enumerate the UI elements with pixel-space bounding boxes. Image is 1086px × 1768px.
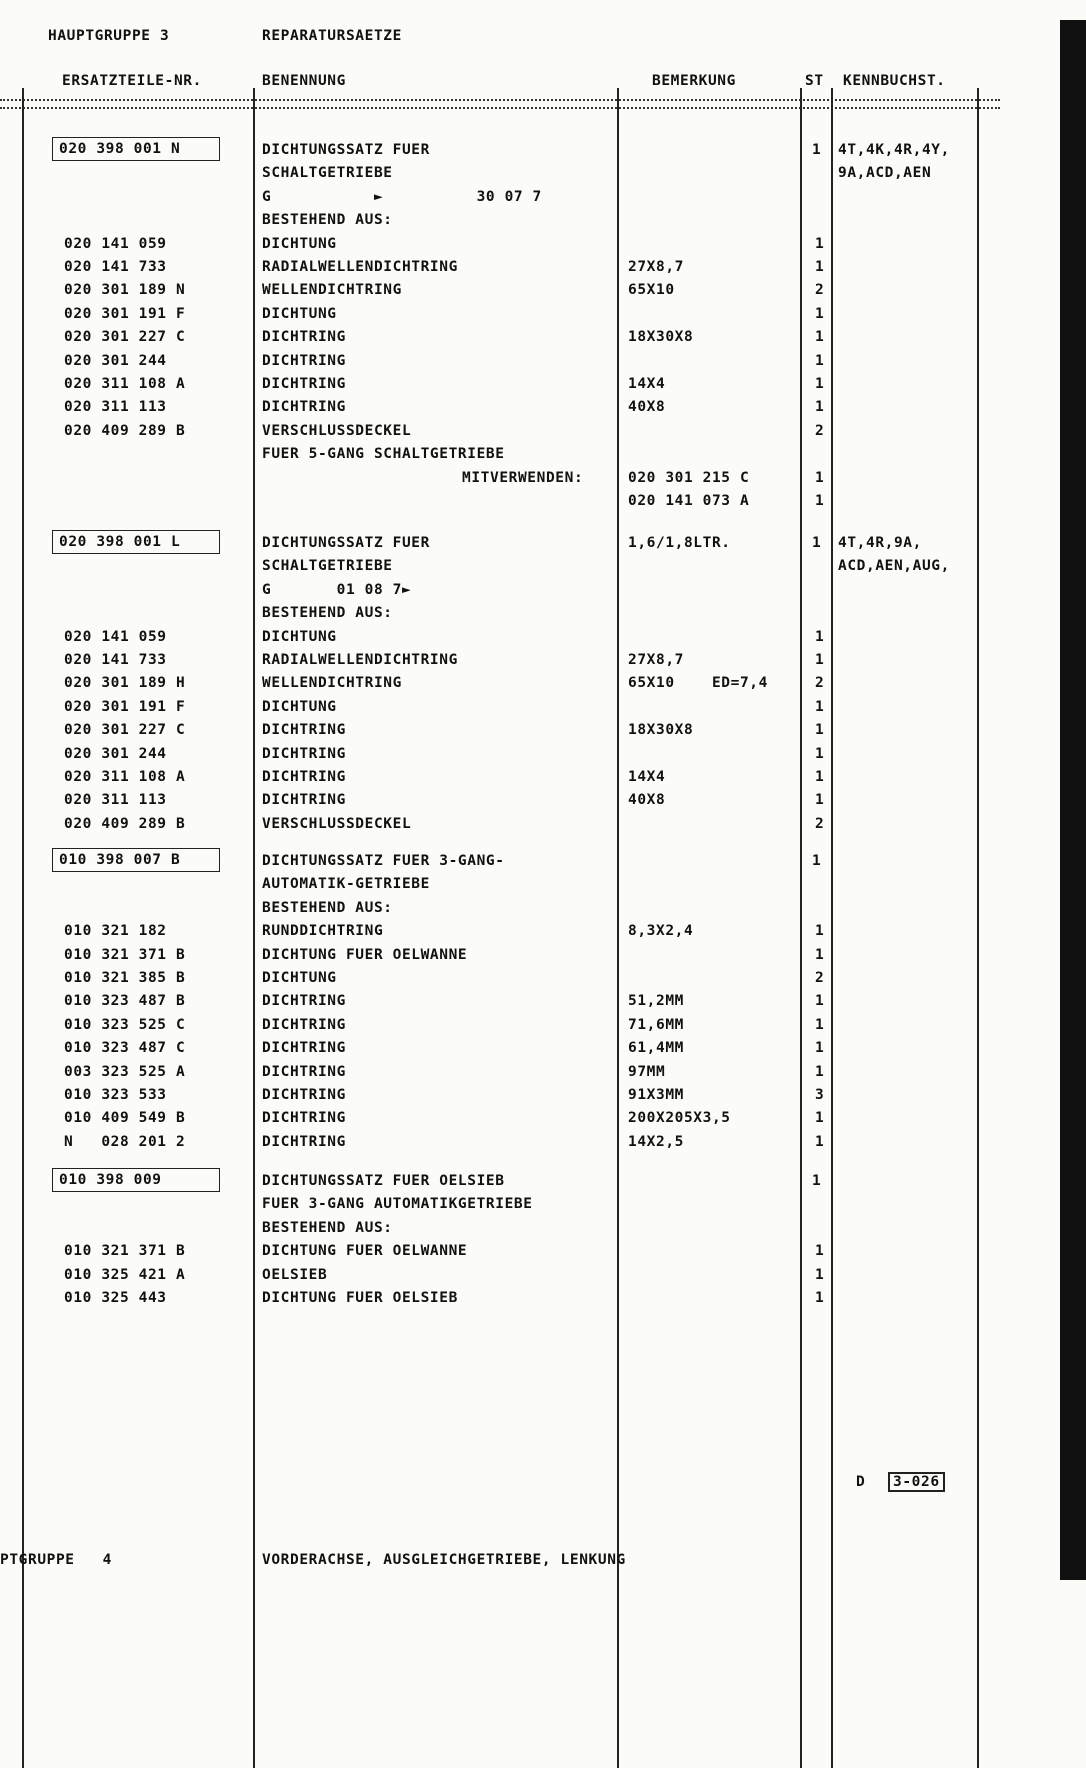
col-header-codes: KENNBUCHST. [843,73,946,89]
item-quantity: 1 [815,652,825,668]
item-name: WELLENDICHTRING [262,675,402,692]
item-quantity: 1 [815,1290,825,1306]
item-part-number: 020 311 113 [64,399,167,416]
item-remark: 200X205X3,5 [628,1110,731,1127]
item-name: DICHTRING [262,1063,346,1080]
kit-title-line: FUER 3-GANG AUTOMATIKGETRIEBE [262,1196,533,1213]
next-group-label: PTGRUPPE 4 [0,1552,112,1568]
item-part-number: 020 301 244 [64,745,167,762]
next-group-title: VORDERACHSE, AUSGLEICHGETRIEBE, LENKUNG [262,1552,626,1568]
item-part-number: 020 301 191 F [64,305,186,322]
kit-quantity: 1 [812,853,822,869]
item-part-number: 020 311 113 [64,792,167,809]
item-name: VERSCHLUSSDECKEL [262,815,412,832]
kit-title-line: BESTEHEND AUS: [262,1219,393,1236]
item-name: DICHTRING [262,1133,346,1150]
item-quantity: 1 [815,946,825,963]
kit-title-line: AUTOMATIK-GETRIEBE [262,876,430,893]
item-remark: 18X30X8 [628,722,694,739]
column-divider [617,88,619,1768]
item-quantity: 1 [815,993,825,1010]
item-quantity: 2 [815,422,825,439]
item-remark: 14X4 [628,769,666,785]
use-also-part: 020 301 215 C [628,469,750,486]
item-name: DICHTRING [262,769,346,785]
page-number: 3-026 [888,1473,945,1491]
item-name: DICHTRING [262,399,346,416]
item-part-number: 010 323 487 C [64,1040,186,1057]
item-part-number: 003 323 525 A [64,1063,186,1080]
item-quantity: 2 [815,282,825,299]
item-quantity: 1 [815,352,825,369]
kit-title-line: DICHTUNGSSATZ FUER OELSIEB [262,1173,505,1189]
item-name: DICHTRING [262,352,346,369]
col-header-part-no: ERSATZTEILE-NR. [62,73,202,89]
page-prefix: D [856,1474,866,1490]
item-quantity: 1 [815,769,825,785]
item-part-number: 020 409 289 B [64,422,186,439]
item-part-number: 010 323 533 [64,1087,167,1103]
column-divider [800,88,802,1768]
use-also-qty: 1 [815,469,825,486]
item-name: RADIALWELLENDICHTRING [262,652,458,668]
kit-model-codes: 9A,ACD,AEN [838,165,932,182]
scan-edge-bar [1060,20,1086,1580]
use-also-part: 020 141 073 A [628,493,750,509]
item-quantity: 1 [815,745,825,762]
column-divider [831,88,833,1768]
item-part-number: 010 409 549 B [64,1110,186,1127]
item-part-number: 010 321 371 B [64,1243,186,1260]
kit-title-line: DICHTUNGSSATZ FUER 3-GANG- [262,853,505,869]
header-rule [0,99,1000,109]
item-name: WELLENDICHTRING [262,282,402,299]
item-part-number: 020 311 108 A [64,376,186,392]
group-title: REPARATURSAETZE [262,28,402,44]
item-name: OELSIEB [262,1266,328,1283]
kit-quantity: 1 [812,535,822,551]
item-remark: 91X3MM [628,1087,684,1103]
item-name: RADIALWELLENDICHTRING [262,259,458,275]
item-name: DICHTRING [262,376,346,392]
item-name: RUNDDICHTRING [262,923,384,940]
kit-title-line: DICHTUNGSSATZ FUER [262,142,430,158]
item-remark: 8,3X2,4 [628,923,694,940]
item-name: VERSCHLUSSDECKEL [262,422,412,439]
item-quantity: 1 [815,1016,825,1033]
kit-title-line: BESTEHEND AUS: [262,605,393,622]
item-part-number: 020 301 189 H [64,675,186,692]
item-quantity: 1 [815,1133,825,1150]
item-part-number: 010 323 487 B [64,993,186,1010]
item-part-number: 020 141 059 [64,235,167,252]
item-quantity: 1 [815,399,825,416]
kit-part-number: 010 398 007 B [52,848,220,872]
item-name: DICHTUNG FUER OELSIEB [262,1290,458,1306]
item-quantity: 1 [815,235,825,252]
item-part-number: 020 311 108 A [64,769,186,785]
column-divider [22,88,24,1768]
item-quantity: 1 [815,1110,825,1127]
kit-part-number: 010 398 009 [52,1168,220,1192]
item-part-number: 020 141 733 [64,259,167,275]
item-remark: 40X8 [628,399,666,416]
item-name: DICHTRING [262,993,346,1010]
item-quantity: 1 [815,923,825,940]
item-quantity: 2 [815,675,825,692]
item-part-number: 010 325 443 [64,1290,167,1306]
item-name: DICHTUNG [262,235,337,252]
item-part-number: 020 141 733 [64,652,167,668]
item-name: DICHTRING [262,1016,346,1033]
group-label: HAUPTGRUPPE 3 [48,28,170,44]
kit-title-line: SCHALTGETRIEBE [262,165,393,182]
item-quantity: 1 [815,1243,825,1260]
kit-remark: 1,6/1,8LTR. [628,535,731,551]
item-remark: 27X8,7 [628,259,684,275]
kit-title-line: BESTEHEND AUS: [262,212,393,229]
item-name: DICHTUNG [262,970,337,986]
item-name: DICHTRING [262,1110,346,1127]
item-quantity: 1 [815,1040,825,1057]
item-name: DICHTRING [262,1087,346,1103]
item-quantity: 1 [815,628,825,645]
item-quantity: 1 [815,722,825,739]
kit-quantity: 1 [812,1173,822,1189]
item-remark: 14X4 [628,376,666,392]
item-part-number: 010 321 371 B [64,946,186,963]
item-remark: 65X10 [628,282,675,299]
kit-title-line: G ► 30 07 7 [262,188,542,205]
item-name: DICHTRING [262,329,346,346]
item-quantity: 1 [815,376,825,392]
col-header-qty: ST [805,73,824,89]
item-part-number: 020 301 244 [64,352,167,369]
item-remark: 61,4MM [628,1040,684,1057]
item-quantity: 2 [815,815,825,832]
item-name: DICHTUNG [262,628,337,645]
item-name: DICHTUNG FUER OELWANNE [262,1243,468,1260]
kit-note: FUER 5-GANG SCHALTGETRIEBE [262,446,505,463]
item-name: DICHTRING [262,792,346,809]
item-name: DICHTUNG [262,698,337,715]
item-quantity: 1 [815,792,825,809]
item-remark: 51,2MM [628,993,684,1010]
item-part-number: 020 141 059 [64,628,167,645]
kit-quantity: 1 [812,142,822,158]
kit-part-number: 020 398 001 L [52,530,220,554]
kit-title-line: SCHALTGETRIEBE [262,558,393,575]
item-part-number: 010 321 385 B [64,970,186,986]
column-divider [977,88,979,1768]
item-remark: 18X30X8 [628,329,694,346]
kit-model-codes: ACD,AEN,AUG, [838,558,950,575]
item-part-number: 020 301 189 N [64,282,186,299]
item-quantity: 3 [815,1087,825,1103]
item-quantity: 1 [815,1266,825,1283]
use-also-label: MITVERWENDEN: [462,469,584,486]
kit-model-codes: 4T,4K,4R,4Y, [838,142,950,158]
item-remark: 97MM [628,1063,666,1080]
item-name: DICHTUNG FUER OELWANNE [262,946,468,963]
item-part-number: 020 301 227 C [64,722,186,739]
kit-model-codes: 4T,4R,9A, [838,535,922,551]
item-part-number: 010 323 525 C [64,1016,186,1033]
item-quantity: 1 [815,259,825,275]
use-also-qty: 1 [815,493,825,509]
item-remark: 71,6MM [628,1016,684,1033]
col-header-name: BENENNUNG [262,73,346,89]
kit-part-number: 020 398 001 N [52,137,220,161]
item-quantity: 1 [815,1063,825,1080]
item-remark: 40X8 [628,792,666,809]
item-part-number: N 028 201 2 [64,1133,186,1150]
kit-title-line: DICHTUNGSSATZ FUER [262,535,430,551]
item-part-number: 010 325 421 A [64,1266,186,1283]
item-name: DICHTRING [262,722,346,739]
item-part-number: 010 321 182 [64,923,167,940]
item-quantity: 1 [815,698,825,715]
item-name: DICHTUNG [262,305,337,322]
item-remark: 65X10 ED=7,4 [628,675,768,692]
kit-title-line: BESTEHEND AUS: [262,899,393,916]
col-header-remark: BEMERKUNG [652,73,736,89]
column-divider [253,88,255,1768]
item-name: DICHTRING [262,745,346,762]
item-quantity: 1 [815,305,825,322]
item-part-number: 020 409 289 B [64,815,186,832]
item-quantity: 1 [815,329,825,346]
item-part-number: 020 301 227 C [64,329,186,346]
item-remark: 14X2,5 [628,1133,684,1150]
kit-title-line: G 01 08 7► [262,581,412,598]
item-name: DICHTRING [262,1040,346,1057]
item-quantity: 2 [815,970,825,986]
item-remark: 27X8,7 [628,652,684,668]
item-part-number: 020 301 191 F [64,698,186,715]
